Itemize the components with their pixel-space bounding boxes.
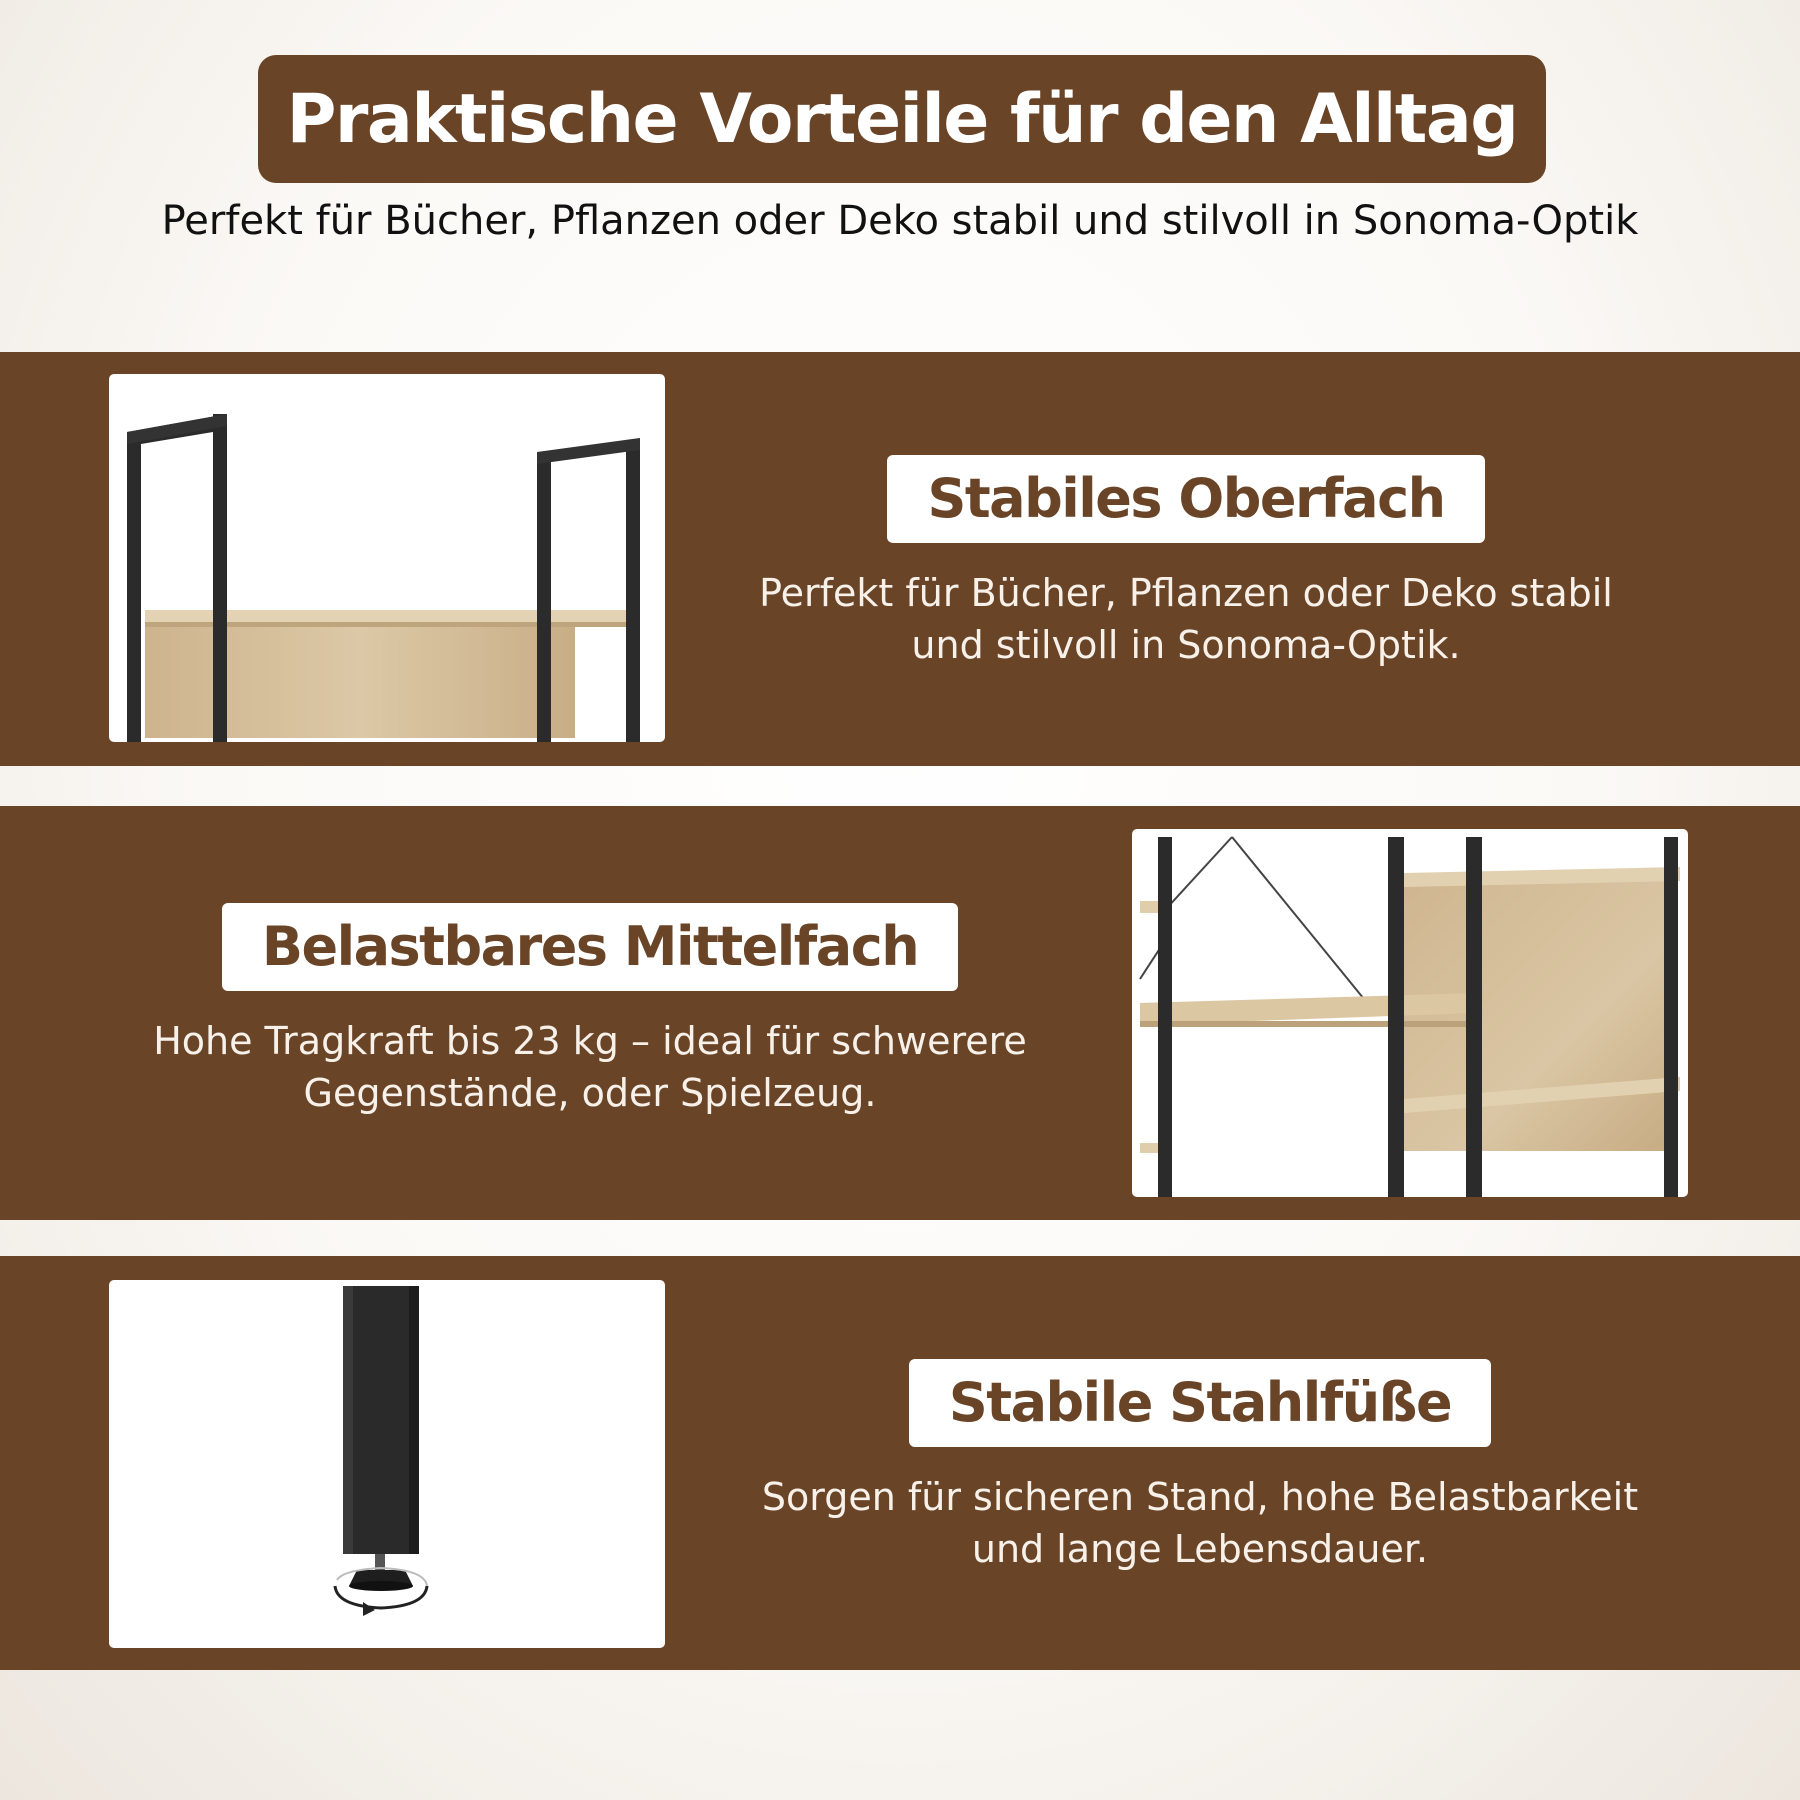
feature-title: Stabile Stahlfüße [948,1371,1452,1434]
feature-title: Stabiles Oberfach [927,467,1445,530]
feature-band-middle-shelf [0,806,1800,1220]
middle-shelf-photo [1132,829,1688,1197]
feature-description [110,1015,1070,1119]
feature-title-pill [222,903,958,991]
feature-band-top-shelf [0,352,1800,766]
feature-middle-shelf [110,903,1070,1119]
feature-description-line: Perfekt für Bücher, Pflanzen oder Deko stabil [759,571,1613,615]
feature-description-line: Gegenstände, oder Spielzeug. [303,1071,877,1115]
feature-description [706,567,1666,671]
feature-description-line: Sorgen für sicheren Stand, hohe Belastbarkeit [761,1475,1639,1519]
feature-title-pill [909,1359,1491,1447]
feature-top-shelf [706,455,1666,671]
steel-feet-photo [109,1280,665,1648]
title-banner [258,55,1546,183]
feature-description-line: Hohe Tragkraft bis 23 kg – ideal für schwerere [153,1019,1027,1063]
top-shelf-photo [109,374,665,742]
feature-title-pill [887,455,1484,543]
feature-description-line: und stilvoll in Sonoma-Optik. [911,623,1461,667]
feature-band-steel-feet [0,1256,1800,1670]
feature-steel-feet [720,1359,1680,1575]
page-title: Praktische Vorteile für den Alltag [286,79,1518,159]
feature-title: Belastbares Mittelfach [261,915,919,978]
feature-description-line: und lange Lebensdauer. [971,1527,1429,1571]
feature-description [720,1471,1680,1575]
page-subtitle: Perfekt für Bücher, Pflanzen oder Deko stabil und stilvoll in Sonoma-Optik [161,198,1639,244]
